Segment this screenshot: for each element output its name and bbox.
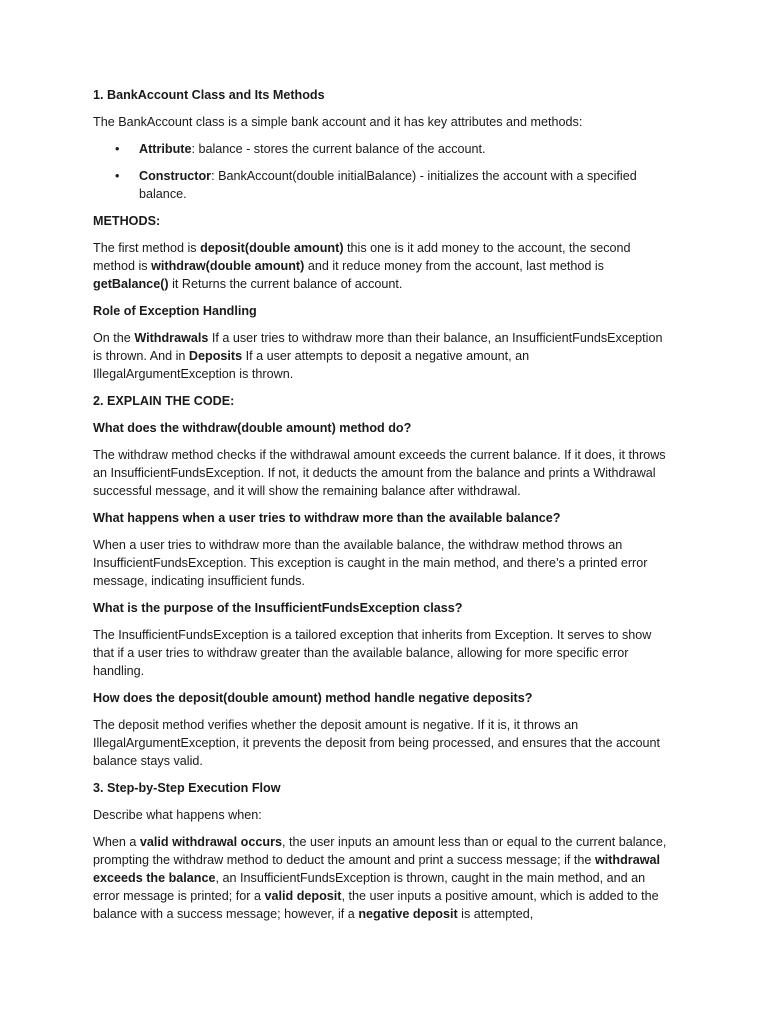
methods-heading: METHODS: (93, 214, 161, 228)
bullet-term: Attribute (139, 142, 192, 156)
exception-handling-heading: Role of Exception Handling (93, 304, 257, 318)
section-1-heading: 1. BankAccount Class and Its Methods (93, 88, 325, 102)
answer-paragraph: The InsufficientFundsException is a tailored exception that inherits from Exception. It serves to show that if a user tries to withdraw greater than the available balance, allowing for more specific error handling. (93, 628, 652, 678)
describe-line: Describe what happens when: (93, 808, 262, 822)
answer-paragraph: When a user tries to withdraw more than the available balance, the withdraw method throws an InsufficientFundsException. This exception is caught in the main method, and there’s a printed error message, indicating insufficient funds. (93, 538, 648, 588)
exception-handling-paragraph: On the Withdrawals If a user tries to withdraw more than their balance, an InsufficientFundsException is thrown. And in Deposits If a user attempts to deposit a negative amount, an IllegalArgumentException is thrown. (93, 331, 663, 381)
question-heading: How does the deposit(double amount) method handle negative deposits? (93, 691, 533, 705)
section-2-heading: 2. EXPLAIN THE CODE: (93, 394, 235, 408)
bullet-icon: • (115, 169, 120, 183)
question-heading: What happens when a user tries to withdraw more than the available balance? (93, 511, 561, 525)
bullet-text: : balance - stores the current balance of the account. (191, 142, 486, 156)
section-1-intro: The BankAccount class is a simple bank account and it has key attributes and methods: (93, 115, 583, 129)
question-heading: What is the purpose of the InsufficientFundsException class? (93, 601, 463, 615)
execution-flow-paragraph: When a valid withdrawal occurs, the user inputs an amount less than or equal to the current balance, prompting the withdraw method to deduct the amount and print a success message; if the withdrawal exceeds the balance, an InsufficientFundsException is thrown, caught in the main method, and an error message is printed; for a valid deposit, the user inputs a positive amount, which is added to the balance with a success message; however, if a negative deposit is attempted, (93, 835, 667, 921)
document-body (93, 86, 675, 923)
attributes-list (93, 140, 675, 203)
answer-paragraph: The withdraw method checks if the withdrawal amount exceeds the current balance. If it does, it throws an InsufficientFundsException. If not, it deducts the amount from the balance and prints a Withdrawal successful message, and it will show the remaining balance after withdrawal. (93, 448, 666, 498)
section-3-heading: 3. Step-by-Step Execution Flow (93, 781, 281, 795)
bullet-icon: • (115, 142, 120, 156)
bullet-term: Constructor (139, 169, 212, 183)
question-heading: What does the withdraw(double amount) method do? (93, 421, 412, 435)
list-item (93, 167, 675, 203)
methods-paragraph: The first method is deposit(double amount) this one is it add money to the account, the second method is withdraw(double amount) and it reduce money from the account, last method is getBalance() it Returns the current balance of account. (93, 241, 631, 291)
answer-paragraph: The deposit method verifies whether the deposit amount is negative. If it is, it throws an IllegalArgumentException, it prevents the deposit from being processed, and ensures that the account balance stays valid. (93, 718, 661, 768)
list-item (93, 140, 675, 158)
bullet-text: : BankAccount(double initialBalance) - initializes the account with a specified balance. (139, 169, 637, 201)
